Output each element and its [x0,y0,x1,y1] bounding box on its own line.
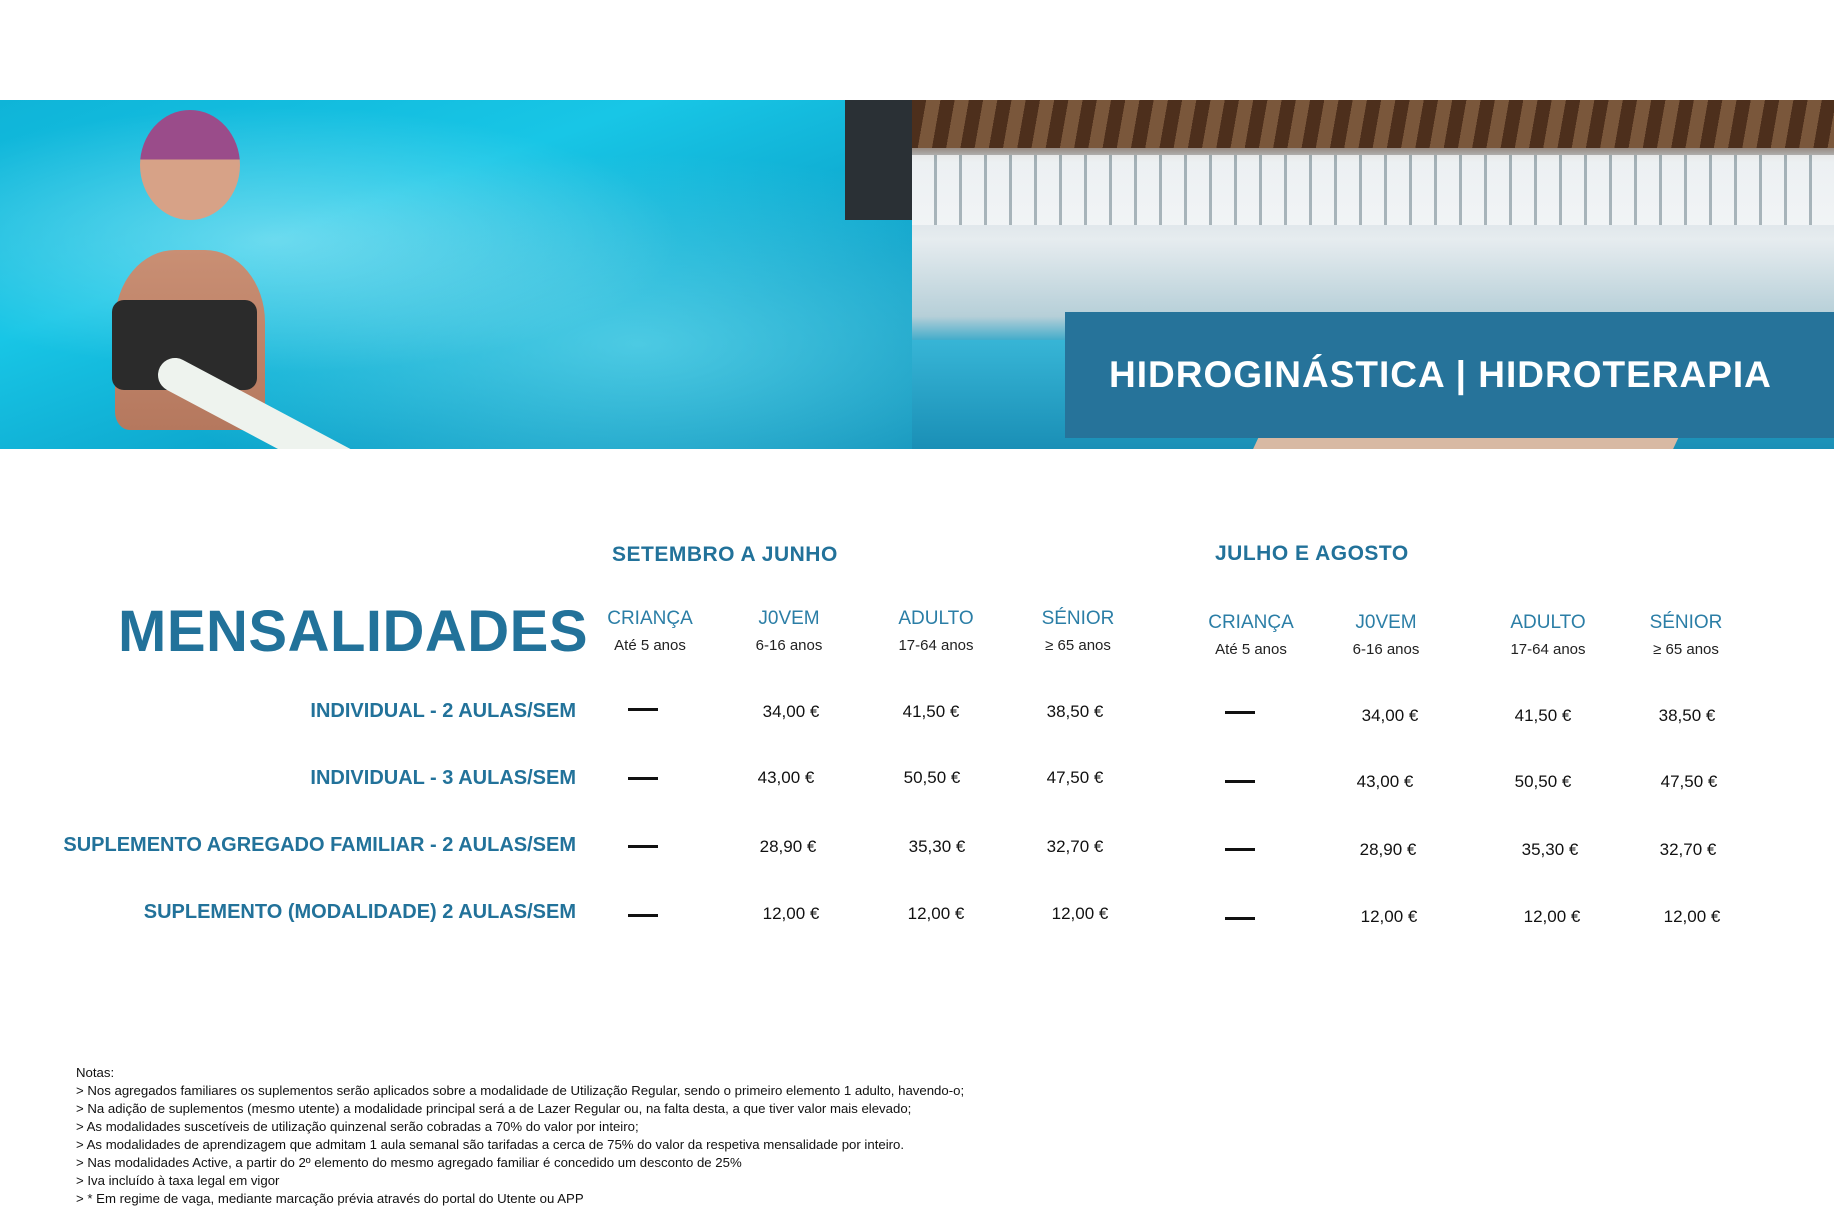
col-head-jovem-s1 [729,608,849,654]
na-dash [628,777,658,780]
category-label: J0VEM [1355,612,1417,633]
na-dash [628,845,658,848]
page-title: HIDROGINÁSTICA | HIDROTERAPIA [1109,354,1772,395]
age-label: Até 5 anos [1215,641,1287,658]
row-label-individual-3: INDIVIDUAL - 3 AULAS/SEM [310,767,576,789]
price-cell: 50,50 € [1514,772,1572,791]
notes [76,1064,964,1208]
price-cell: 12,00 € [1360,907,1418,926]
season-heading-1: SETEMBRO A JUNHO [612,543,838,566]
category-label: ADULTO [1510,612,1586,633]
aqua-fitness-photo [0,100,912,449]
price-cell: 43,00 € [1356,772,1414,791]
category-label: SÉNIOR [1041,608,1115,629]
price-cell: 38,50 € [1658,706,1716,725]
age-label: Até 5 anos [614,637,686,654]
price-cell: 28,90 € [759,837,817,856]
price-cell: 32,70 € [1046,837,1104,856]
price-cell: 35,30 € [908,837,966,856]
col-head-adulto-s2 [1488,612,1608,658]
row-label-modalidade: SUPLEMENTO (MODALIDADE) 2 AULAS/SEM [143,901,576,923]
col-head-crianca-s2 [1191,612,1311,658]
category-label: ADULTO [898,608,974,629]
col-head-adulto-s1 [876,608,996,654]
row-label-individual-2: INDIVIDUAL - 2 AULAS/SEM [310,700,576,722]
age-label: ≥ 65 anos [1045,637,1111,654]
na-dash [1225,711,1255,714]
age-label: 17-64 anos [898,637,974,654]
price-cell: 35,30 € [1521,840,1579,859]
note-line: > As modalidades suscetíveis de utilização quinzenal serão cobradas a 70% do valor por inteiro; [76,1119,639,1134]
col-head-crianca-s1 [590,608,710,654]
note-line: > Iva incluído à taxa legal em vigor [76,1173,280,1188]
price-cell: 50,50 € [903,768,961,787]
na-dash [1225,848,1255,851]
row-label-agregado: SUPLEMENTO AGREGADO FAMILIAR - 2 AULAS/SEM [63,834,576,856]
note-line: > As modalidades de aprendizagem que admitam 1 aula semanal são tarifadas a cerca de 75% do valor da respetiva mensalidade por inteiro. [76,1137,905,1152]
price-cell: 28,90 € [1359,840,1417,859]
price-cell: 47,50 € [1046,768,1104,787]
price-cell: 32,70 € [1659,840,1717,859]
col-head-jovem-s2 [1326,612,1446,658]
price-cell: 38,50 € [1046,702,1104,721]
note-line: > Nas modalidades Active, a partir do 2º elemento do mesmo agregado familiar é concedido um desconto de 25% [76,1155,742,1170]
age-label: ≥ 65 anos [1653,641,1719,658]
price-cell: 34,00 € [1361,706,1419,725]
price-cell: 34,00 € [762,702,820,721]
season-heading-2: JULHO E AGOSTO [1215,542,1409,565]
category-label: SÉNIOR [1649,612,1723,633]
price-cell: 12,00 € [762,904,820,923]
price-cell: 41,50 € [902,702,960,721]
price-cell: 43,00 € [757,768,815,787]
title-banner [1065,312,1834,438]
price-cell: 12,00 € [1051,904,1109,923]
price-cell: 47,50 € [1660,772,1718,791]
category-label: CRIANÇA [1208,612,1294,633]
na-dash [628,914,658,917]
note-line: > * Em regime de vaga, mediante marcação prévia através do portal do Utente ou APP [76,1191,584,1206]
age-label: 6-16 anos [755,637,823,654]
instructor-figure [845,100,912,220]
category-label: J0VEM [758,608,820,629]
notes-title: Notas: [76,1065,115,1080]
windows [912,155,1834,225]
banner [0,100,1834,449]
note-line: > Nos agregados familiares os suplementos serão aplicados sobre a modalidade de Utilização Regular, sendo o primeiro elemento 1 adulto, havendo-o; [76,1083,965,1098]
na-dash [1225,780,1255,783]
swimmer-head [140,110,240,220]
note-line: > Na adição de suplementos (mesmo utente) a modalidade principal será a de Lazer Regular ou, na falta desta, a que tiver valor mais elevado; [76,1101,912,1116]
price-cell: 12,00 € [907,904,965,923]
col-head-senior-s1 [1018,608,1138,654]
na-dash [1225,917,1255,920]
section-heading: MENSALIDADES [118,599,589,664]
age-label: 17-64 anos [1510,641,1586,658]
col-head-senior-s2 [1626,612,1746,658]
price-cell: 41,50 € [1514,706,1572,725]
na-dash [628,708,658,711]
category-label: CRIANÇA [607,608,693,629]
age-label: 6-16 anos [1352,641,1420,658]
price-cell: 12,00 € [1663,907,1721,926]
price-cell: 12,00 € [1523,907,1581,926]
roof-beams [912,100,1834,148]
